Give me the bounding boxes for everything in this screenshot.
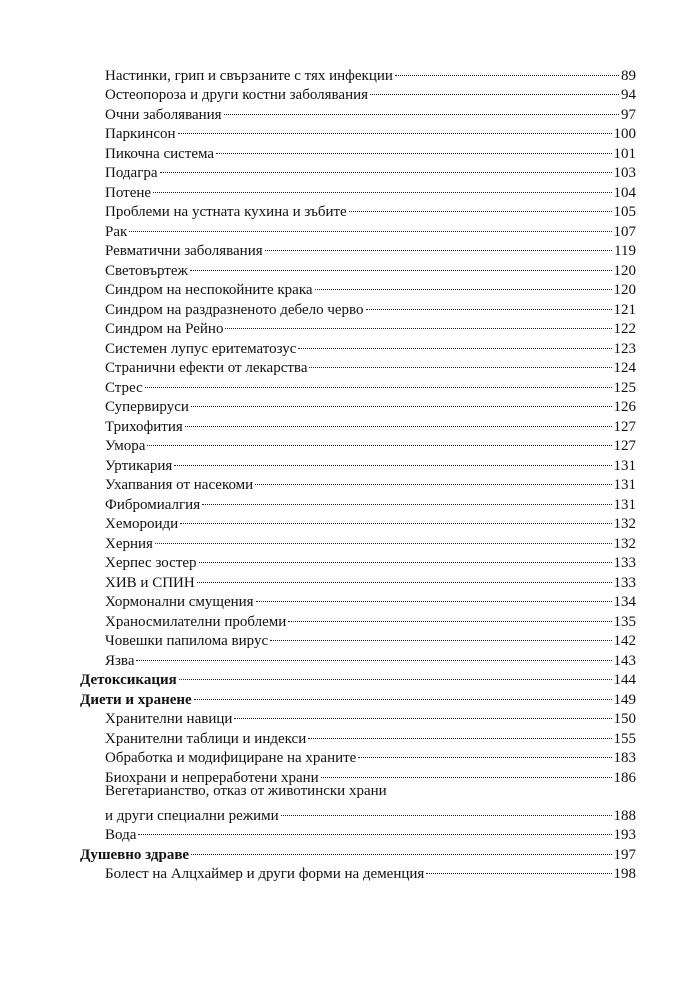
toc-entry-title: Настинки, грип и свързаните с тях инфекции <box>105 67 393 84</box>
toc-entry-title: Уртикария <box>105 457 173 474</box>
toc-page-number: 188 <box>613 807 636 824</box>
toc-page-number: 123 <box>613 340 636 357</box>
dot-leader <box>136 645 611 665</box>
toc-entry-title: Биохрани и непреработени храни <box>105 769 319 786</box>
toc-entry-title: ХИВ и СПИН <box>105 574 195 591</box>
toc-page-number: 133 <box>613 555 636 571</box>
toc-entry-title: Ухапвания от насекоми <box>105 477 254 493</box>
toc-page-number: 89 <box>621 67 636 84</box>
toc-page-number: 134 <box>613 594 636 610</box>
toc-entry-title: Фибромиалгия <box>105 496 201 513</box>
toc-entry-title: Херпес зостер <box>105 555 197 571</box>
toc-page-number: 97 <box>621 106 636 123</box>
toc-page-number: 120 <box>613 262 636 279</box>
dot-leader <box>129 216 611 236</box>
dot-leader <box>179 665 612 685</box>
dot-leader <box>178 119 612 139</box>
dot-leader <box>321 762 612 782</box>
toc-page-number: 122 <box>613 321 636 337</box>
toc-entry-title: Хормонални смущения <box>105 594 254 610</box>
toc-entry[interactable] <box>80 197 636 220</box>
toc-entry-title: Трихофития <box>105 418 183 435</box>
dot-leader <box>265 236 612 256</box>
toc-entry-title: Странични ефекти от лекарства <box>105 360 308 376</box>
toc-page-number: 198 <box>613 866 636 882</box>
dot-leader <box>185 411 612 431</box>
toc-page-number: 133 <box>613 574 636 591</box>
toc-page-number: 125 <box>613 379 636 396</box>
toc-section-entry[interactable] <box>80 839 636 863</box>
toc-entry-title: Умора <box>105 438 146 454</box>
toc-page-number: 127 <box>613 418 636 435</box>
toc-entry-title: Ревматични заболявания <box>105 243 263 259</box>
dot-leader <box>256 587 612 607</box>
toc-entry-title: Световъртеж <box>105 262 188 279</box>
toc-entry-title: Храносмилателни проблеми <box>105 613 287 630</box>
toc-entry[interactable] <box>80 820 636 843</box>
toc-page-number: 186 <box>613 769 636 786</box>
toc-entry-title: Хранителни навици <box>105 711 233 727</box>
dot-leader <box>190 255 612 275</box>
dot-leader <box>197 567 612 587</box>
dot-leader <box>138 820 611 840</box>
dot-leader <box>281 800 612 820</box>
toc-entry-title: Язва <box>105 652 135 669</box>
toc-page-number: 101 <box>613 145 636 162</box>
toc-page-number: 103 <box>613 165 636 181</box>
dot-leader <box>426 859 611 879</box>
toc-entry-title: Вода <box>105 827 137 843</box>
toc-entry[interactable] <box>80 528 636 552</box>
toc-entry-title: Подагра <box>105 165 158 181</box>
toc-entry[interactable] <box>80 645 636 669</box>
toc-page-number: 131 <box>613 477 636 493</box>
toc-entry-title: Хранителни таблици и индекси <box>105 730 307 747</box>
toc-entry-title: Очни заболявания <box>105 106 222 123</box>
toc-entry-title: Остеопороза и други костни заболявания <box>105 87 369 103</box>
toc-page-number: 144 <box>613 672 636 688</box>
toc-entry-title: Стрес <box>105 379 143 396</box>
toc-entry-title: Системен лупус еритематозус <box>105 340 297 357</box>
toc-page-number: 94 <box>621 87 636 103</box>
toc-page-number: 104 <box>613 184 636 201</box>
toc-page-number: 127 <box>613 438 636 454</box>
toc-page-number: 131 <box>613 496 636 513</box>
toc-entry[interactable] <box>80 372 636 396</box>
toc-page-number: 135 <box>613 613 636 630</box>
toc-entry[interactable] <box>80 450 636 474</box>
dot-leader <box>191 839 611 859</box>
dot-leader <box>160 158 612 178</box>
toc-page-number: 100 <box>613 126 636 142</box>
toc-entry[interactable] <box>80 177 636 201</box>
toc-page-number: 107 <box>613 223 636 240</box>
dot-leader <box>191 392 612 412</box>
table-of-contents <box>80 60 636 882</box>
toc-entry-title: Детоксикация <box>80 672 177 688</box>
dot-leader <box>224 99 619 119</box>
toc-page-number: 143 <box>613 652 636 669</box>
toc-entry-title: Хемороиди <box>105 516 179 532</box>
toc-entry-title: Херния <box>105 535 153 552</box>
dot-leader <box>309 353 611 373</box>
toc-page-number: 132 <box>613 535 636 552</box>
toc-entry-title: Болест на Алцхаймер и други форми на деменция <box>105 866 425 882</box>
toc-entry[interactable] <box>80 216 636 240</box>
dot-leader <box>298 333 611 353</box>
toc-entry[interactable] <box>80 158 636 181</box>
dot-leader <box>145 372 612 392</box>
dot-leader <box>225 314 611 334</box>
toc-entry-title: Синдром на Рейно <box>105 321 224 337</box>
toc-entry-title: Диети и хранене <box>80 691 192 708</box>
toc-entry-title: Човешки папилома вирус <box>105 633 269 649</box>
toc-entry-title: Вегетарианство, отказ от животински храни <box>105 782 387 799</box>
toc-entry[interactable] <box>80 431 636 454</box>
toc-entry-title: Обработка и модифициране на храните <box>105 750 357 766</box>
toc-entry[interactable] <box>80 800 636 824</box>
toc-entry-title: и други специални режими <box>105 807 279 824</box>
dot-leader <box>366 294 612 314</box>
dot-leader <box>180 509 611 529</box>
dot-leader <box>395 60 619 80</box>
dot-leader <box>153 177 611 197</box>
toc-entry-title: Пикочна система <box>105 145 215 162</box>
toc-page-number: 120 <box>613 282 636 298</box>
dot-leader <box>147 431 611 451</box>
dot-leader <box>174 450 611 470</box>
dot-leader <box>202 489 611 509</box>
dot-leader <box>270 626 611 646</box>
toc-page-number: 155 <box>613 730 636 747</box>
toc-page-number: 126 <box>613 399 636 415</box>
toc-page-number: 105 <box>613 204 636 220</box>
toc-entry-title: Паркинсон <box>105 126 176 142</box>
toc-entry-title: Синдром на неспокойните крака <box>105 282 313 298</box>
toc-page-number: 197 <box>613 846 636 863</box>
toc-page-number: 121 <box>613 301 636 318</box>
toc-page-number: 124 <box>613 360 636 376</box>
toc-entry-title: Проблеми на устната кухина и зъбите <box>105 204 347 220</box>
toc-entry-title: Потене <box>105 184 152 201</box>
toc-entry-title: Душевно здраве <box>80 846 190 863</box>
toc-entry-title: Рак <box>105 223 128 240</box>
toc-page-number: 150 <box>613 711 636 727</box>
toc-entry[interactable] <box>80 392 636 415</box>
toc-page-number: 131 <box>613 457 636 474</box>
dot-leader <box>234 704 611 724</box>
dot-leader <box>308 723 611 743</box>
dot-leader <box>194 684 612 704</box>
dot-leader <box>199 548 612 568</box>
dot-leader <box>349 197 612 217</box>
toc-entry-title: Синдром на раздразненото дебело черво <box>105 301 364 318</box>
toc-page-number: 149 <box>613 691 636 708</box>
toc-entry-title: Супервируси <box>105 399 189 415</box>
toc-page-number: 142 <box>613 633 636 649</box>
toc-page-number: 132 <box>613 516 636 532</box>
dot-leader <box>315 275 612 295</box>
toc-entry[interactable] <box>80 548 636 571</box>
dot-leader <box>155 528 612 548</box>
toc-page-number: 183 <box>613 750 636 766</box>
toc-entry[interactable] <box>80 60 636 84</box>
toc-entry[interactable] <box>80 782 636 801</box>
toc-page-number: 119 <box>614 243 636 259</box>
dot-leader <box>358 743 611 763</box>
dot-leader <box>255 470 611 490</box>
toc-entry[interactable] <box>80 236 636 259</box>
toc-section-entry[interactable] <box>80 665 636 688</box>
dot-leader <box>370 80 619 100</box>
dot-leader <box>216 138 611 158</box>
toc-page-number: 193 <box>613 827 636 843</box>
dot-leader <box>288 606 611 626</box>
